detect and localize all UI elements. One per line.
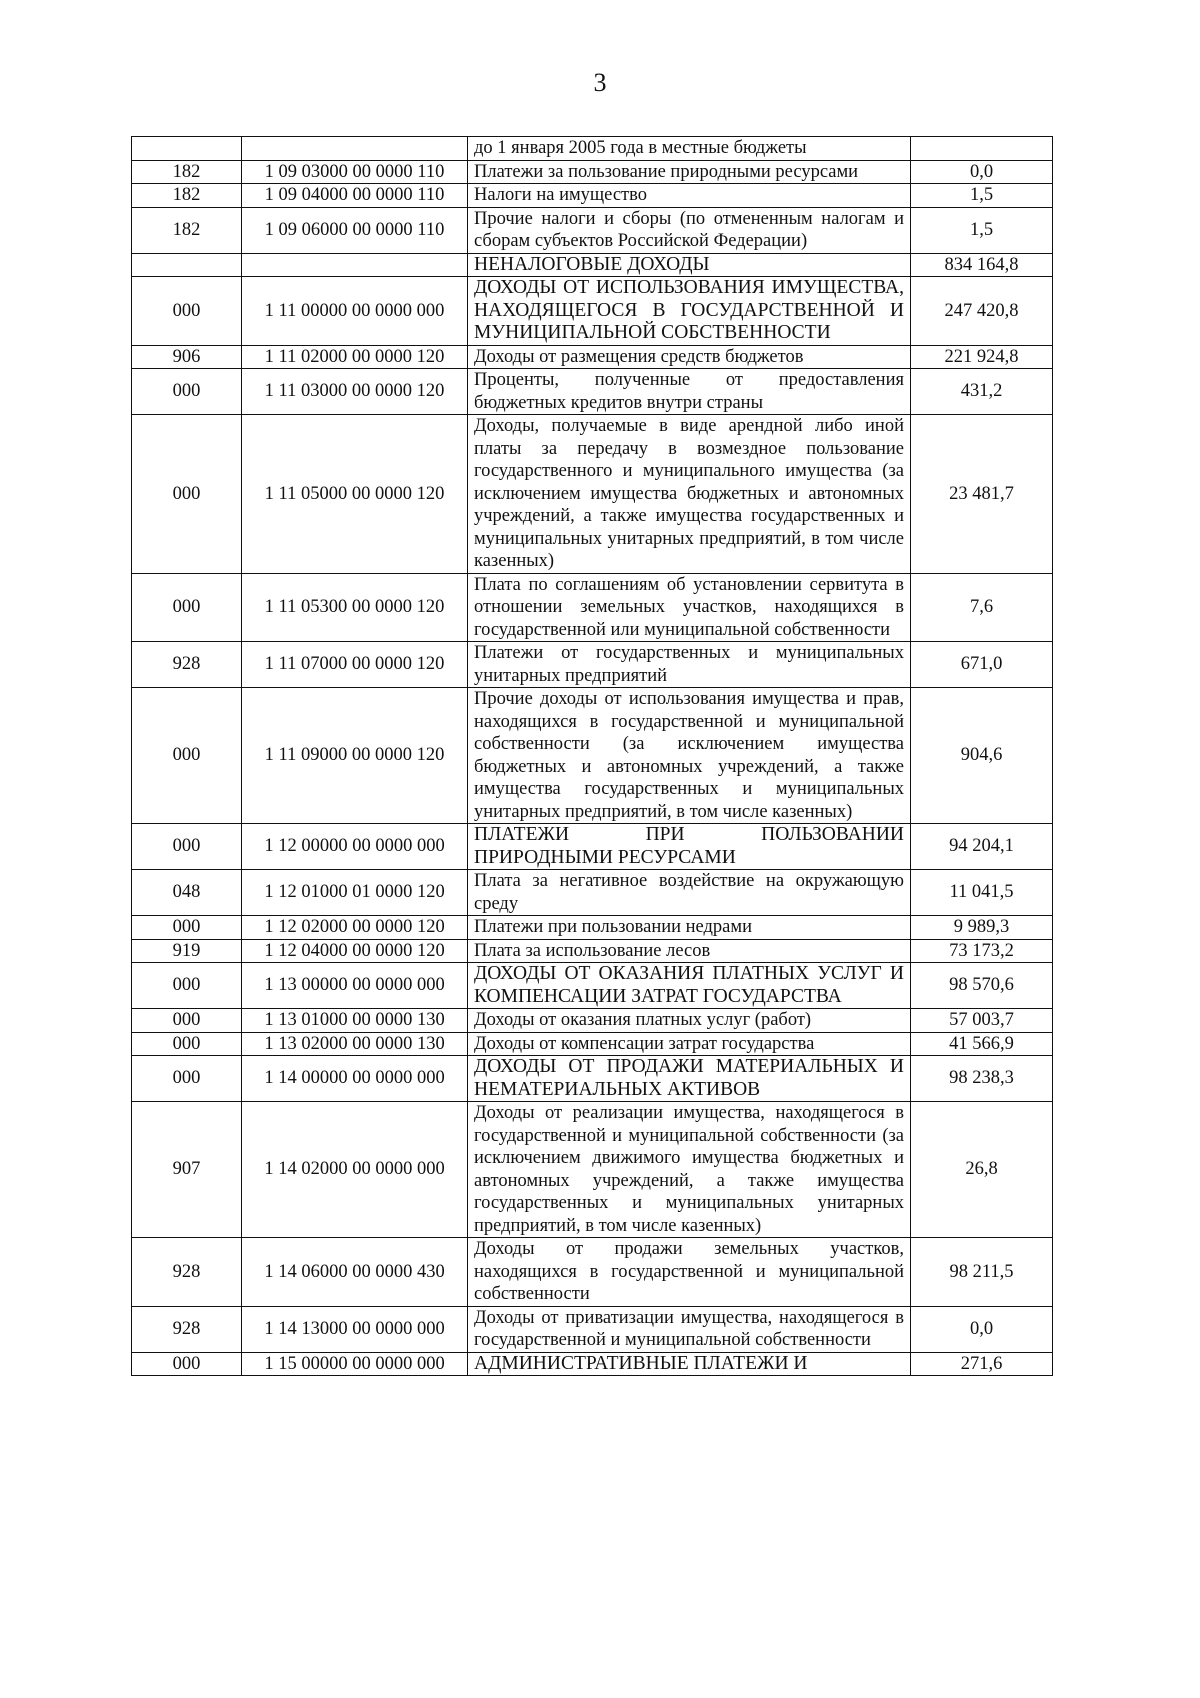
admin-code-cell: 906	[132, 345, 242, 369]
revenue-name-cell: Доходы от продажи земельных участков, находящихся в государственной и муниципальной собственности	[468, 1238, 911, 1307]
admin-code-cell: 048	[132, 870, 242, 916]
budget-code-cell: 1 11 03000 00 0000 120	[242, 369, 468, 415]
admin-code-cell: 000	[132, 369, 242, 415]
admin-code-cell: 182	[132, 184, 242, 208]
table-row	[132, 1102, 1053, 1238]
table-row	[132, 916, 1053, 940]
budget-code-cell: 1 11 05000 00 0000 120	[242, 415, 468, 574]
amount-cell: 0,0	[911, 1306, 1053, 1352]
admin-code-cell	[132, 137, 242, 161]
admin-code-cell: 000	[132, 963, 242, 1009]
budget-code-cell: 1 13 01000 00 0000 130	[242, 1009, 468, 1033]
table-row	[132, 1009, 1053, 1033]
budget-code-cell: 1 14 13000 00 0000 000	[242, 1306, 468, 1352]
page-number: 3	[593, 68, 607, 97]
admin-code-cell: 000	[132, 277, 242, 346]
table-row	[132, 688, 1053, 824]
revenue-name-cell: до 1 января 2005 года в местные бюджеты	[468, 137, 911, 161]
revenue-name-cell: ДОХОДЫ ОТ ПРОДАЖИ МАТЕРИАЛЬНЫХ И НЕМАТЕРИАЛЬНЫХ АКТИВОВ	[468, 1056, 911, 1102]
budget-code-cell: 1 09 06000 00 0000 110	[242, 207, 468, 253]
revenue-table-body	[132, 137, 1053, 1376]
admin-code-cell: 182	[132, 207, 242, 253]
admin-code-cell	[132, 253, 242, 277]
budget-code-cell: 1 11 00000 00 0000 000	[242, 277, 468, 346]
admin-code-cell: 000	[132, 1009, 242, 1033]
budget-code-cell: 1 14 00000 00 0000 000	[242, 1056, 468, 1102]
amount-cell: 7,6	[911, 573, 1053, 642]
amount-cell	[911, 137, 1053, 161]
revenue-name-cell: Прочие налоги и сборы (по отмененным налогам и сборам субъектов Российской Федерации)	[468, 207, 911, 253]
revenue-name-cell: Доходы от компенсации затрат государства	[468, 1032, 911, 1056]
budget-code-cell	[242, 253, 468, 277]
revenue-name-cell: Доходы от приватизации имущества, находящегося в государственной и муниципальной собственности	[468, 1306, 911, 1352]
table-row	[132, 573, 1053, 642]
amount-cell: 1,5	[911, 207, 1053, 253]
revenue-name-cell: ДОХОДЫ ОТ ОКАЗАНИЯ ПЛАТНЫХ УСЛУГ И КОМПЕНСАЦИИ ЗАТРАТ ГОСУДАРСТВА	[468, 963, 911, 1009]
table-row	[132, 184, 1053, 208]
budget-code-cell: 1 12 00000 00 0000 000	[242, 824, 468, 870]
admin-code-cell: 000	[132, 916, 242, 940]
budget-code-cell: 1 14 06000 00 0000 430	[242, 1238, 468, 1307]
table-row	[132, 345, 1053, 369]
admin-code-cell: 182	[132, 160, 242, 184]
admin-code-cell: 919	[132, 939, 242, 963]
admin-code-cell: 000	[132, 824, 242, 870]
amount-cell: 98 238,3	[911, 1056, 1053, 1102]
budget-code-cell: 1 14 02000 00 0000 000	[242, 1102, 468, 1238]
amount-cell: 98 211,5	[911, 1238, 1053, 1307]
table-row	[132, 160, 1053, 184]
revenue-name-cell: Платежи при пользовании недрами	[468, 916, 911, 940]
admin-code-cell: 000	[132, 1032, 242, 1056]
revenue-table	[131, 136, 1053, 1376]
table-row	[132, 369, 1053, 415]
revenue-name-cell: ПЛАТЕЖИ ПРИ ПОЛЬЗОВАНИИ ПРИРОДНЫМИ РЕСУРСАМИ	[468, 824, 911, 870]
budget-code-cell: 1 11 05300 00 0000 120	[242, 573, 468, 642]
revenue-name-cell: Плата по соглашениям об установлении сервитута в отношении земельных участков, находящихся в государственной или муниципальной собственности	[468, 573, 911, 642]
table-row	[132, 939, 1053, 963]
admin-code-cell: 000	[132, 573, 242, 642]
revenue-name-cell: Платежи за пользование природными ресурсами	[468, 160, 911, 184]
table-row	[132, 1056, 1053, 1102]
amount-cell: 671,0	[911, 642, 1053, 688]
amount-cell: 26,8	[911, 1102, 1053, 1238]
budget-code-cell: 1 12 01000 01 0000 120	[242, 870, 468, 916]
admin-code-cell: 928	[132, 1306, 242, 1352]
revenue-name-cell: Доходы, получаемые в виде арендной либо иной платы за передачу в возмездное пользование государственного и муниципального имущества (за исключением имущества бюджетных и автономных учреждений, а также имущества государственных и муниципальных унитарных предприятий, в том числе казенных)	[468, 415, 911, 574]
revenue-name-cell: Прочие доходы от использования имущества и прав, находящихся в государственной и муниципальной собственности (за исключением имущества бюджетных и автономных учреждений, а также имущества государственных и муниципальных унитарных предприятий, в том числе казенных)	[468, 688, 911, 824]
revenue-name-cell: Налоги на имущество	[468, 184, 911, 208]
table-row	[132, 207, 1053, 253]
admin-code-cell: 000	[132, 688, 242, 824]
revenue-name-cell: Проценты, полученные от предоставления бюджетных кредитов внутри страны	[468, 369, 911, 415]
revenue-name-cell: Доходы от оказания платных услуг (работ)	[468, 1009, 911, 1033]
revenue-name-cell: Доходы от реализации имущества, находящегося в государственной и муниципальной собственности (за исключением движимого имущества бюджетных и автономных учреждений, а также имущества государственных и муниципальных унитарных предприятий, в том числе казенных)	[468, 1102, 911, 1238]
amount-cell: 9 989,3	[911, 916, 1053, 940]
amount-cell: 11 041,5	[911, 870, 1053, 916]
amount-cell: 221 924,8	[911, 345, 1053, 369]
table-row	[132, 277, 1053, 346]
table-row	[132, 137, 1053, 161]
revenue-name-cell: Доходы от размещения средств бюджетов	[468, 345, 911, 369]
budget-code-cell: 1 13 00000 00 0000 000	[242, 963, 468, 1009]
amount-cell: 431,2	[911, 369, 1053, 415]
amount-cell: 1,5	[911, 184, 1053, 208]
budget-code-cell	[242, 137, 468, 161]
table-row	[132, 1032, 1053, 1056]
revenue-name-cell: НЕНАЛОГОВЫЕ ДОХОДЫ	[468, 253, 911, 277]
budget-code-cell: 1 09 04000 00 0000 110	[242, 184, 468, 208]
admin-code-cell: 000	[132, 1352, 242, 1376]
table-row	[132, 1238, 1053, 1307]
admin-code-cell: 928	[132, 642, 242, 688]
budget-code-cell: 1 15 00000 00 0000 000	[242, 1352, 468, 1376]
admin-code-cell: 000	[132, 415, 242, 574]
amount-cell: 57 003,7	[911, 1009, 1053, 1033]
table-row	[132, 1306, 1053, 1352]
table-row	[132, 963, 1053, 1009]
budget-code-cell: 1 11 09000 00 0000 120	[242, 688, 468, 824]
budget-code-cell: 1 11 02000 00 0000 120	[242, 345, 468, 369]
amount-cell: 73 173,2	[911, 939, 1053, 963]
table-row	[132, 253, 1053, 277]
amount-cell: 41 566,9	[911, 1032, 1053, 1056]
budget-code-cell: 1 11 07000 00 0000 120	[242, 642, 468, 688]
revenue-name-cell: Платежи от государственных и муниципальных унитарных предприятий	[468, 642, 911, 688]
budget-code-cell: 1 13 02000 00 0000 130	[242, 1032, 468, 1056]
table-row	[132, 642, 1053, 688]
budget-code-cell: 1 12 02000 00 0000 120	[242, 916, 468, 940]
budget-code-cell: 1 12 04000 00 0000 120	[242, 939, 468, 963]
amount-cell: 94 204,1	[911, 824, 1053, 870]
admin-code-cell: 000	[132, 1056, 242, 1102]
amount-cell: 834 164,8	[911, 253, 1053, 277]
amount-cell: 23 481,7	[911, 415, 1053, 574]
amount-cell: 98 570,6	[911, 963, 1053, 1009]
amount-cell: 271,6	[911, 1352, 1053, 1376]
table-row	[132, 870, 1053, 916]
amount-cell: 904,6	[911, 688, 1053, 824]
admin-code-cell: 928	[132, 1238, 242, 1307]
revenue-name-cell: Плата за использование лесов	[468, 939, 911, 963]
budget-code-cell: 1 09 03000 00 0000 110	[242, 160, 468, 184]
amount-cell: 0,0	[911, 160, 1053, 184]
table-row	[132, 824, 1053, 870]
revenue-name-cell: ДОХОДЫ ОТ ИСПОЛЬЗОВАНИЯ ИМУЩЕСТВА, НАХОДЯЩЕГОСЯ В ГОСУДАРСТВЕННОЙ И МУНИЦИПАЛЬНОЙ СОБСТВЕННОСТИ	[468, 277, 911, 346]
table-row	[132, 1352, 1053, 1376]
admin-code-cell: 907	[132, 1102, 242, 1238]
table-row	[132, 415, 1053, 574]
revenue-name-cell: Плата за негативное воздействие на окружающую среду	[468, 870, 911, 916]
amount-cell: 247 420,8	[911, 277, 1053, 346]
revenue-name-cell: АДМИНИСТРАТИВНЫЕ ПЛАТЕЖИ И	[468, 1352, 911, 1376]
